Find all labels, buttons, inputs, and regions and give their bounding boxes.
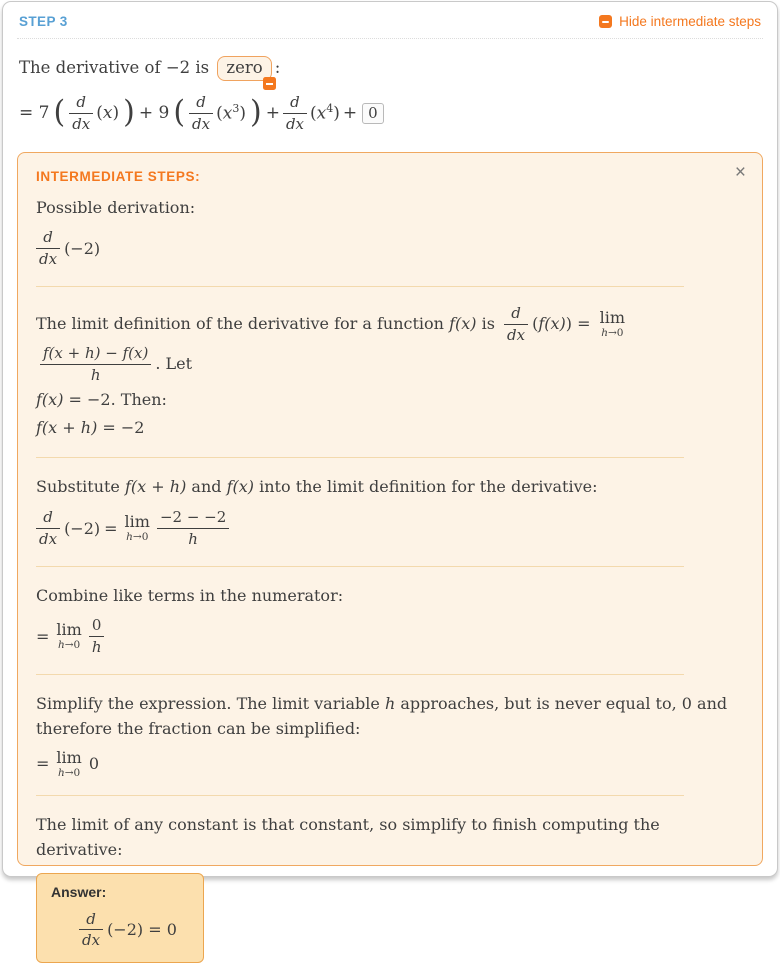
term1-arg: (x) bbox=[96, 103, 120, 124]
fxh-var: f(x + h) bbox=[125, 477, 187, 497]
ddx-fraction: $\frac{d}{dx}$ bbox=[504, 304, 528, 345]
ddx-fraction: $\frac{d}{dx}$ bbox=[69, 93, 93, 134]
intermediate-steps-panel bbox=[17, 152, 763, 950]
step-header bbox=[17, 12, 763, 39]
open-paren: ( bbox=[173, 94, 186, 131]
limit-operator: lim h→0 bbox=[599, 307, 626, 339]
section-divider bbox=[36, 674, 684, 675]
section-divider bbox=[36, 566, 684, 567]
section-divider bbox=[36, 795, 684, 796]
hide-intermediate-steps-button[interactable] bbox=[599, 14, 761, 29]
limit-operator: lim h→0 bbox=[56, 747, 82, 779]
ddx-fraction: $\frac{d}{dx}$ bbox=[36, 508, 60, 549]
boxed-zero-chip[interactable]: 0 bbox=[362, 103, 384, 124]
s2-line2: f(x) = −2. Then: bbox=[36, 389, 167, 409]
s2-paragraph: The limit definition of the derivative for a function f(x) is $\frac{d}{dx}$ (f(x)) = lim h→0 $\frac{f(x + h) - f(x)}{h}$ . Let bbox=[36, 303, 626, 385]
limit-def-fraction: $\frac{f(x + h) - f(x)}{h}$ bbox=[40, 344, 151, 385]
zero-hint-label: zero bbox=[226, 58, 263, 77]
ddx-fraction: $\frac{d}{dx}$ bbox=[79, 910, 103, 951]
answer-box bbox=[36, 873, 204, 963]
minus-badge-icon[interactable] bbox=[263, 77, 276, 90]
hide-button-label: Hide intermediate steps bbox=[619, 14, 761, 29]
statement-operand: −2 bbox=[165, 58, 191, 77]
section-divider bbox=[36, 286, 684, 287]
s2-line3: f(x + h) = −2 bbox=[36, 417, 145, 437]
statement-after: : bbox=[274, 58, 281, 77]
close-paren: ) bbox=[249, 94, 262, 131]
s1-arg: (−2) bbox=[64, 239, 101, 259]
zero-over-h-fraction: $\frac{0}{h}$ bbox=[89, 616, 105, 657]
fx-var: f(x) bbox=[449, 313, 477, 333]
formula-plus-a: + bbox=[265, 103, 280, 124]
formula-eq7: = 7 bbox=[19, 103, 50, 124]
s4-math: = lim h→0 $\frac{0}{h}$ bbox=[36, 616, 744, 657]
close-icon[interactable]: × bbox=[734, 161, 746, 183]
minus-square-icon bbox=[599, 15, 612, 28]
limit-operator: lim h→0 bbox=[124, 512, 150, 544]
statement-line bbox=[19, 56, 763, 81]
formula-plus9: + 9 bbox=[138, 103, 170, 124]
statement-before: The derivative of bbox=[19, 58, 161, 77]
s3-math: $\frac{d}{dx}$ (−2) = lim h→0 $\frac{-2 - -2}{h}$ bbox=[36, 508, 744, 549]
s1-heading: Possible derivation: bbox=[36, 197, 196, 217]
fx-var: f(x) bbox=[226, 477, 255, 497]
answer-math bbox=[79, 910, 177, 951]
term3-arg: $(x^4)$ bbox=[310, 102, 340, 125]
s4-heading: Combine like terms in the numerator: bbox=[36, 585, 344, 605]
answer-arg: (−2) = 0 bbox=[107, 920, 177, 940]
formula-plus-b: + bbox=[342, 103, 358, 124]
s5-heading: Simplify the expression. The limit variable h approaches, but is never equal to, 0 and therefore the fraction can be simplified: bbox=[36, 693, 728, 738]
s1-math bbox=[36, 228, 744, 269]
main-formula bbox=[19, 93, 763, 134]
answer-label: Answer: bbox=[51, 883, 107, 900]
open-paren: ( bbox=[53, 94, 66, 131]
panel-title: INTERMEDIATE STEPS: bbox=[36, 168, 201, 184]
h-var: h bbox=[384, 693, 396, 713]
ddx-fraction: $\frac{d}{dx}$ bbox=[283, 93, 307, 134]
term2-arg: $(x^3)$ bbox=[216, 102, 246, 125]
section-divider bbox=[36, 457, 684, 458]
s3-heading: Substitute f(x + h) and f(x) into the limit definition for the derivative: bbox=[36, 477, 598, 497]
s5-math: = lim h→0 0 bbox=[36, 747, 99, 779]
ddx-fraction: $\frac{d}{dx}$ bbox=[36, 228, 60, 269]
step-label: STEP 3 bbox=[19, 14, 68, 29]
step-card bbox=[2, 1, 778, 950]
statement-mid: is bbox=[195, 58, 210, 77]
zero-hint-chip[interactable] bbox=[217, 56, 271, 81]
ddx-fraction: $\frac{d}{dx}$ bbox=[189, 93, 213, 134]
close-paren: ) bbox=[123, 94, 135, 131]
limit-operator: lim h→0 bbox=[56, 620, 82, 652]
s6-heading: The limit of any constant is that constant, so simplify to finish computing the derivative: bbox=[36, 815, 660, 859]
substitution-fraction: $\frac{-2 - -2}{h}$ bbox=[157, 508, 229, 549]
